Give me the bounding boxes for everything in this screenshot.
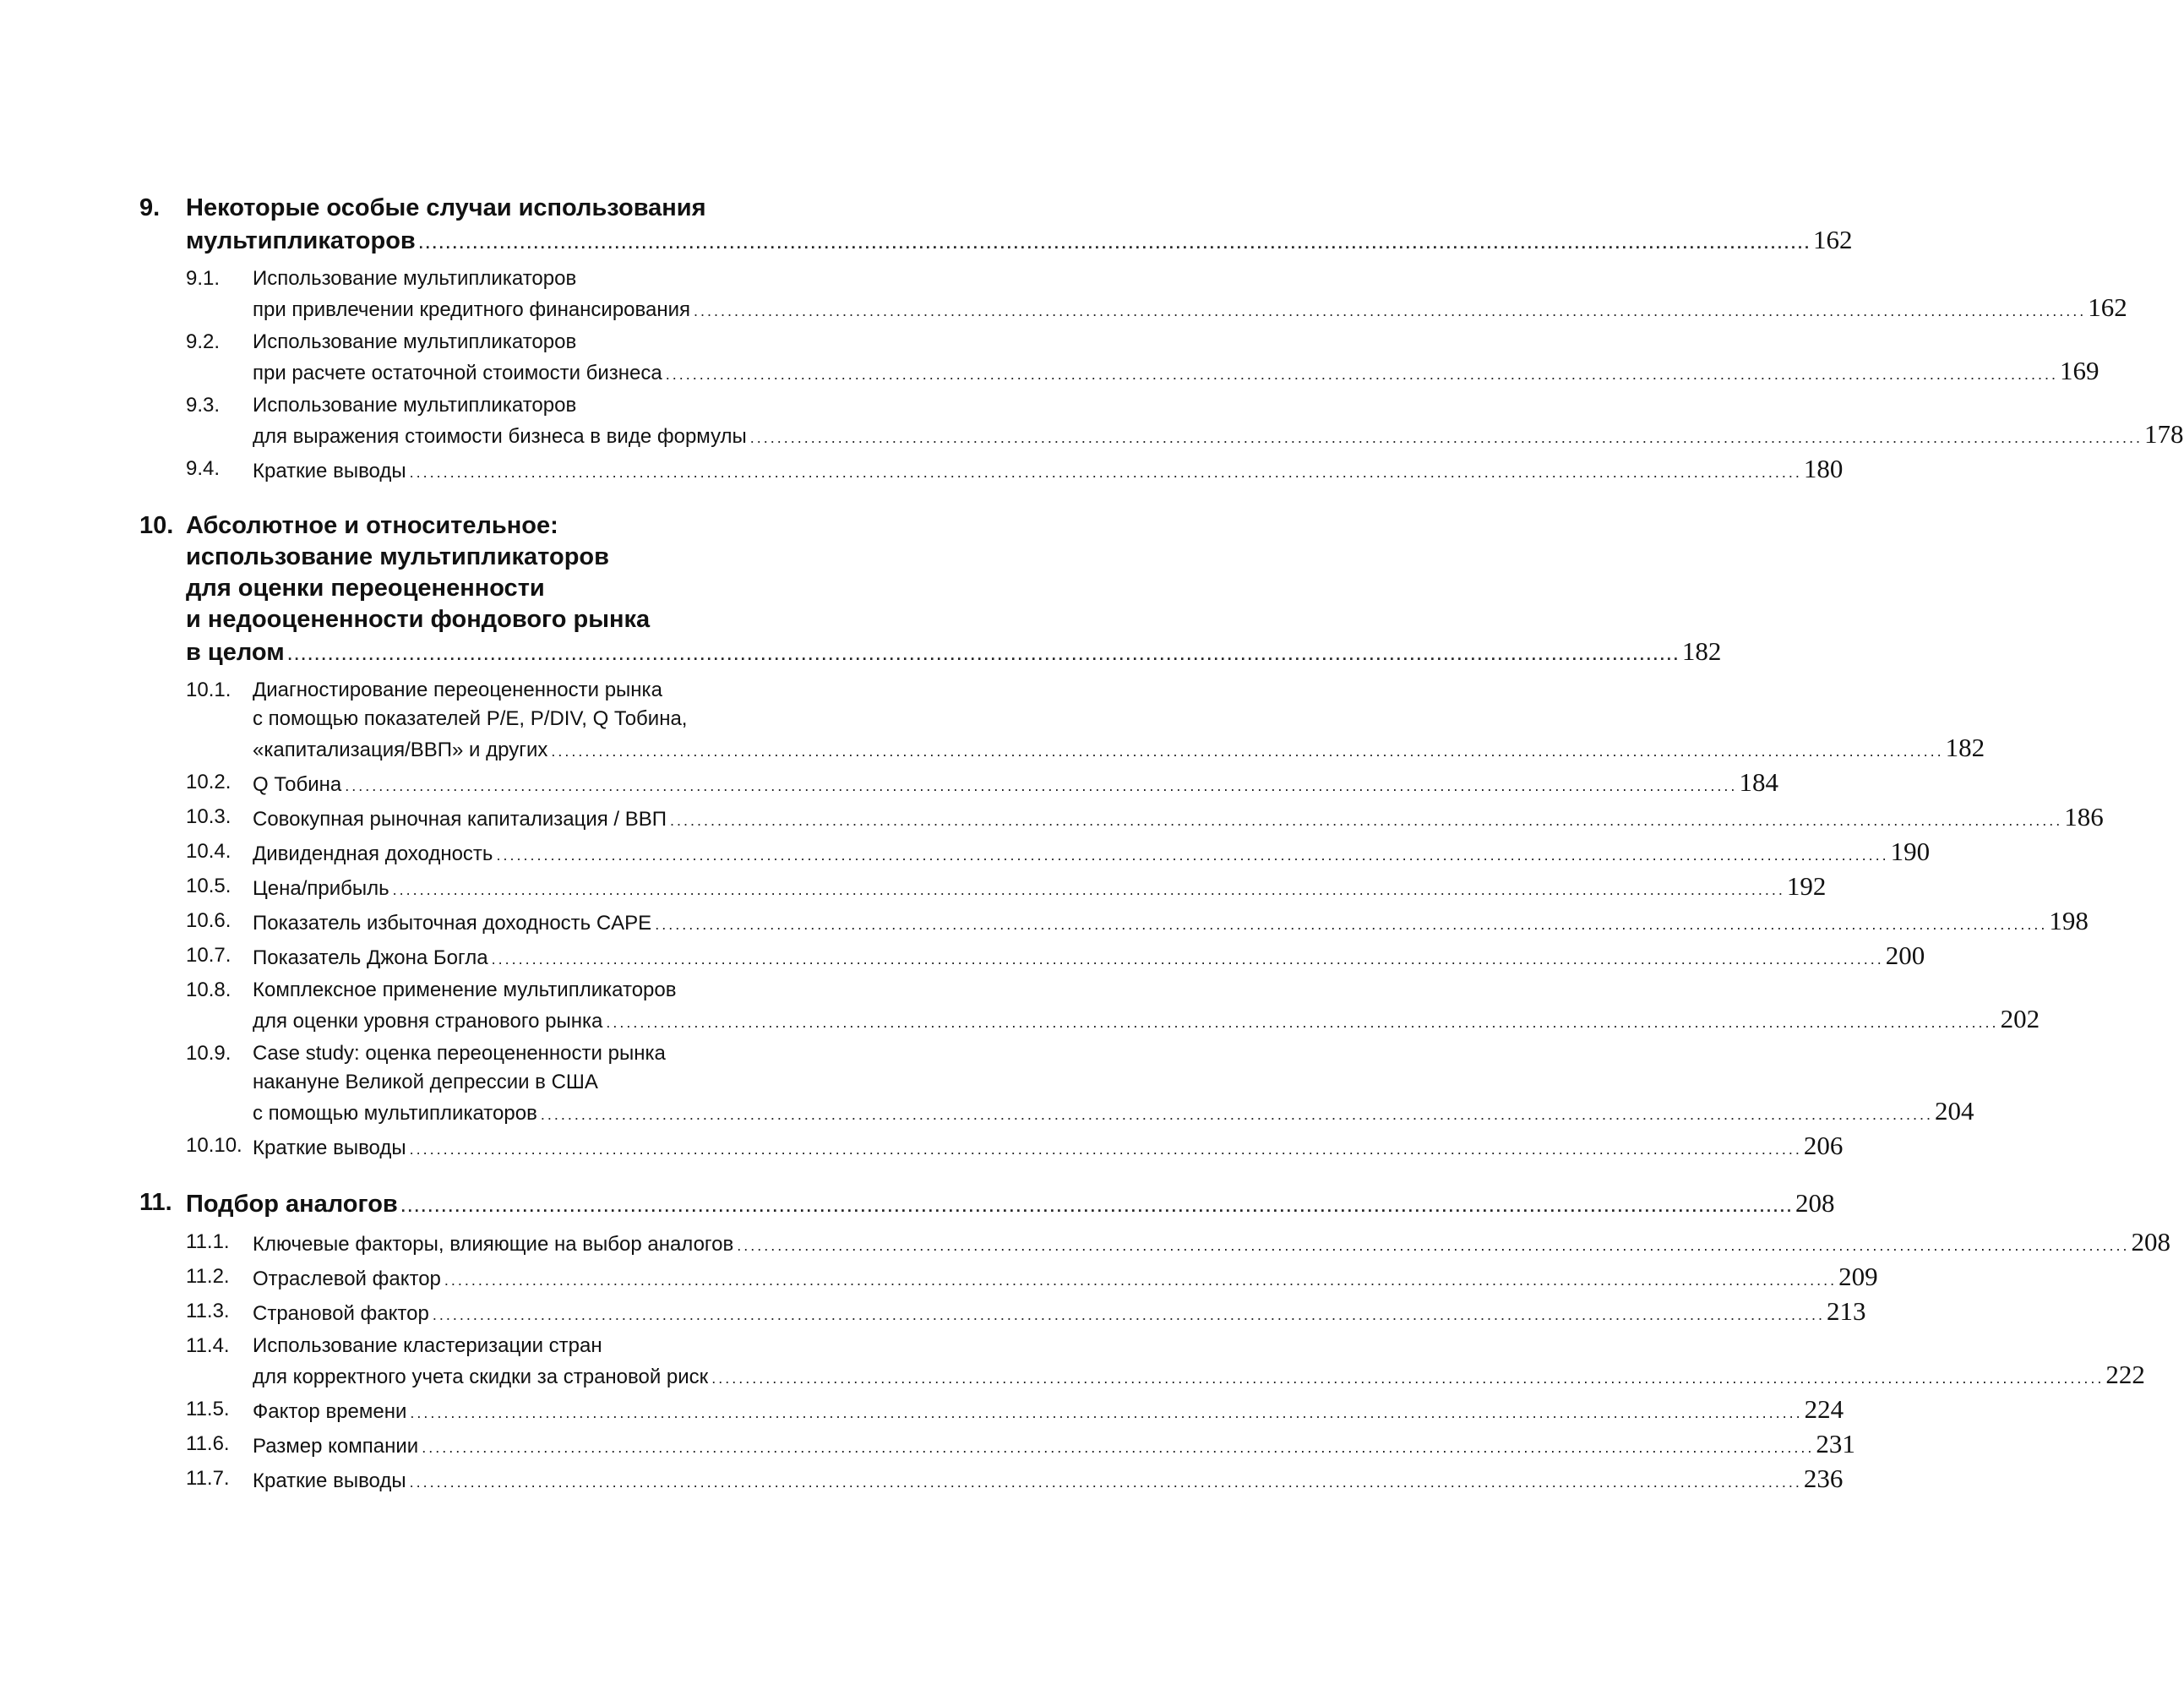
section-title-text: Отраслевой фактор [253, 1268, 441, 1290]
section-page-number: 169 [2059, 356, 2100, 385]
section-title-line [253, 837, 1930, 870]
toc-entry[interactable] [139, 1429, 1855, 1462]
chapter [139, 1187, 2170, 1496]
section-title [253, 837, 1930, 870]
section-title-text: Case study: оценка переоцененности рынка [253, 1042, 666, 1065]
toc-entry[interactable] [139, 940, 1925, 973]
chapter [139, 510, 2104, 1164]
section-title-line [253, 420, 2184, 452]
section-number: 11.3. [186, 1300, 230, 1322]
section-title-text: с помощью показателей P/E, P/DIV, Q Тобина, [253, 707, 688, 730]
toc-entry[interactable] [139, 264, 2127, 325]
toc-entry[interactable] [139, 676, 1985, 766]
chapter-number: 10. [139, 512, 174, 539]
dot-leader [444, 1266, 1837, 1295]
toc-entry[interactable] [139, 391, 2184, 452]
section-title [253, 803, 2104, 835]
dot-leader [750, 423, 2143, 452]
section-title-line [253, 1097, 1974, 1129]
section-title-line [253, 455, 1843, 487]
chapter-heading[interactable] [139, 193, 1853, 259]
toc-entry[interactable] [139, 871, 1827, 904]
section-title-text: Дивидендная доходность [253, 842, 493, 865]
section-title [253, 1131, 1843, 1164]
dot-leader [551, 737, 1943, 766]
dot-leader [711, 1364, 2104, 1393]
section-title-text: Показатель Джона Богла [253, 946, 488, 969]
chapter-title-line [186, 542, 1721, 573]
section-page-number: 198 [2049, 906, 2089, 935]
section-title-line [253, 1262, 1878, 1295]
section-title-line [253, 1131, 1843, 1164]
section-title-line [253, 1360, 2145, 1393]
section-number: 9.2. [186, 330, 221, 353]
section-title-text: Диагностирование переоцененности рынка [253, 679, 662, 701]
section-page-number: 200 [1885, 940, 1925, 970]
section-title-line [253, 328, 2099, 357]
dot-leader [655, 910, 2047, 939]
section-number: 11.6. [186, 1432, 230, 1455]
section-number: 10.6. [186, 909, 231, 932]
chapter-title [186, 510, 1721, 671]
section-title-text: Использование кластеризации стран [253, 1334, 602, 1357]
section-page-number: 204 [1935, 1096, 1974, 1126]
section-title-line [253, 976, 2040, 1005]
chapter-title-text: и недооцененности фондового рынка [186, 606, 651, 633]
dot-leader [492, 945, 1884, 973]
section-title-text: с помощью мультипликаторов [253, 1102, 537, 1125]
section-number: 9.1. [186, 267, 221, 290]
section-number: 11.1. [186, 1230, 230, 1253]
section-title-text: Размер компании [253, 1435, 419, 1458]
dot-leader [288, 640, 1680, 671]
section-title-line [253, 1005, 2040, 1037]
section-title-text: Комплексное применение мультипликаторов [253, 979, 677, 1001]
section-title [253, 941, 1925, 973]
section-page-number: 186 [2064, 802, 2104, 831]
section-title-text: «капитализация/ВВП» и других [253, 739, 548, 761]
section-title-line [253, 1297, 1866, 1329]
section-title-line [253, 357, 2099, 389]
toc-entry[interactable] [139, 1262, 1878, 1295]
section-title-line [253, 264, 2127, 293]
section-page-number: 184 [1739, 767, 1778, 797]
section-title-text: при расчете остаточной стоимости бизнеса [253, 362, 662, 384]
section-title-line [253, 872, 1826, 904]
chapter-title-line [186, 604, 1721, 635]
section-number: 9.3. [186, 394, 221, 417]
section-number: 10.5. [186, 875, 231, 897]
section-title-text: для выражения стоимости бизнеса в виде формулы [253, 425, 747, 448]
section-title-text: Страновой фактор [253, 1302, 429, 1325]
section-page-number: 236 [1803, 1464, 1844, 1493]
section-title [253, 676, 1985, 766]
section-page-number: 202 [2000, 1004, 2040, 1033]
section-title-line [253, 1395, 1844, 1427]
section-title [253, 1430, 1855, 1462]
chapter-number: 11. [139, 1189, 172, 1216]
toc-entry[interactable] [139, 454, 1844, 487]
chapter-title [186, 193, 1852, 259]
section-number: 10.10. [186, 1134, 242, 1157]
section-page-number: 206 [1803, 1131, 1844, 1160]
dot-leader [422, 1433, 1814, 1462]
chapter-title-text: мультипликаторов [186, 227, 416, 254]
section-title-text: Краткие выводы [253, 1469, 406, 1492]
section-title-line [253, 676, 1985, 705]
toc-entry[interactable] [139, 328, 2100, 389]
section-title-text: Q Тобина [253, 773, 342, 796]
chapter-title-line [186, 193, 1852, 224]
toc-entry[interactable] [139, 1332, 2145, 1393]
dot-leader [666, 360, 2058, 389]
section-title-text: для оценки уровня странового рынка [253, 1010, 603, 1033]
section-title [253, 328, 2099, 389]
dot-leader [737, 1231, 2129, 1260]
toc-entry[interactable] [139, 906, 2089, 939]
chapter-title-text: для оценки переоцененности [186, 575, 545, 602]
dot-leader [433, 1300, 1825, 1329]
section-page-number: 208 [2131, 1227, 2170, 1257]
section-title-text: Цена/прибыль [253, 877, 389, 900]
chapter-title-text: Абсолютное и относительное: [186, 512, 558, 539]
table-of-contents [139, 193, 2184, 1520]
chapter-title-text: использование мультипликаторов [186, 543, 609, 570]
section-title [253, 1332, 2145, 1393]
section-page-number: 180 [1803, 454, 1844, 483]
chapter-title-line [186, 1187, 1834, 1223]
section-page-number: 162 [2088, 292, 2127, 322]
section-page-number: 182 [1945, 733, 1985, 762]
section-page-number: 209 [1838, 1262, 1878, 1291]
section-number: 11.4. [186, 1334, 230, 1357]
dot-leader [410, 1468, 1802, 1496]
chapter-title-line [186, 224, 1852, 259]
toc-entry[interactable] [139, 802, 2104, 835]
section-title-text: Использование мультипликаторов [253, 330, 577, 353]
toc-entry[interactable] [139, 1464, 1844, 1496]
dot-leader [401, 1191, 1794, 1223]
chapter-title-text: в целом [186, 639, 285, 666]
section-title-line [253, 803, 2104, 835]
dot-leader [410, 458, 1802, 487]
toc-entry[interactable] [139, 1039, 1974, 1129]
chapter-page-number: 208 [1795, 1188, 1835, 1218]
section-title-text: Совокупная рыночная капитализация / ВВП [253, 808, 667, 831]
section-title-line [253, 1228, 2170, 1260]
dot-leader [345, 771, 1737, 800]
section-title-text: накануне Великой депрессии в США [253, 1071, 598, 1093]
toc-entry[interactable] [139, 1131, 1844, 1164]
chapter-heading[interactable] [139, 510, 1722, 671]
chapter-title-line [186, 510, 1721, 542]
section-title-line [253, 1039, 1974, 1068]
section-number: 10.7. [186, 944, 231, 967]
toc-entry[interactable] [139, 1296, 1866, 1329]
toc-entry[interactable] [139, 1227, 2170, 1260]
dot-leader [410, 1135, 1802, 1164]
section-title-line [253, 1464, 1843, 1496]
chapter-title-text: Некоторые особые случаи использования [186, 194, 706, 221]
section-title [253, 768, 1778, 800]
section-page-number: 190 [1890, 837, 1931, 866]
chapter-page-number: 182 [1681, 636, 1722, 666]
section-page-number: 178 [2144, 419, 2184, 449]
section-title-text: Использование мультипликаторов [253, 394, 577, 417]
section-title-text: при привлечении кредитного финансирования [253, 298, 691, 321]
chapter [139, 193, 2184, 487]
section-title-text: Использование мультипликаторов [253, 267, 577, 290]
section-title-line [253, 768, 1778, 800]
section-number: 11.5. [186, 1398, 230, 1420]
section-page-number: 222 [2105, 1360, 2145, 1389]
section-number: 10.1. [186, 679, 231, 701]
section-title-line [253, 705, 1985, 733]
toc-entry[interactable] [139, 837, 1931, 870]
section-title-line [253, 1332, 2145, 1360]
chapter-page-number: 162 [1812, 225, 1853, 254]
section-title [253, 1395, 1844, 1427]
section-title-text: Показатель избыточная доходность CAPE [253, 912, 652, 935]
dot-leader [606, 1008, 1998, 1037]
section-title-line [253, 293, 2127, 325]
dot-leader [410, 1398, 1802, 1427]
section-number: 9.4. [186, 457, 221, 480]
section-title [253, 872, 1826, 904]
section-page-number: 192 [1786, 871, 1827, 901]
section-number: 10.8. [186, 979, 231, 1001]
section-page-number: 213 [1827, 1296, 1866, 1326]
chapter-title-line [186, 573, 1721, 604]
section-title [253, 455, 1843, 487]
section-number: 10.2. [186, 771, 231, 793]
section-title-text: Краткие выводы [253, 1137, 406, 1159]
dot-leader [541, 1100, 1933, 1129]
section-title [253, 1262, 1878, 1295]
section-title-line [253, 941, 1925, 973]
section-title-text: для корректного учета скидки за страновой риск [253, 1366, 709, 1388]
toc-entry[interactable] [139, 1394, 1844, 1427]
section-title-text: Фактор времени [253, 1400, 407, 1423]
section-title [253, 1228, 2170, 1260]
section-page-number: 224 [1804, 1394, 1844, 1424]
section-page-number: 231 [1816, 1429, 1855, 1458]
section-title [253, 976, 2040, 1037]
section-title-line [253, 1068, 1974, 1097]
chapter-title-line [186, 635, 1721, 671]
section-title-text: Краткие выводы [253, 460, 406, 482]
dot-leader [670, 806, 2062, 835]
section-title-line [253, 1430, 1855, 1462]
section-number: 10.4. [186, 840, 231, 863]
section-title-line [253, 907, 2089, 939]
section-number: 10.9. [186, 1042, 231, 1065]
toc-entry[interactable] [139, 767, 1778, 800]
section-title [253, 391, 2184, 452]
chapter-title-text: Подбор аналогов [186, 1191, 398, 1218]
section-title-line [253, 391, 2184, 420]
section-title [253, 264, 2127, 325]
section-title-text: Ключевые факторы, влияющие на выбор аналогов [253, 1233, 734, 1256]
chapter-number: 9. [139, 194, 161, 221]
section-number: 11.2. [186, 1265, 230, 1288]
chapter-title [186, 1187, 1834, 1223]
section-title [253, 1039, 1974, 1129]
section-title [253, 1297, 1866, 1329]
toc-entry[interactable] [139, 976, 2040, 1037]
chapter-heading[interactable] [139, 1187, 1835, 1223]
dot-leader [419, 228, 1811, 259]
dot-leader [393, 875, 1785, 904]
section-title-line [253, 733, 1985, 766]
section-number: 10.3. [186, 805, 231, 828]
dot-leader [694, 297, 2086, 325]
section-number: 11.7. [186, 1467, 230, 1490]
section-title [253, 907, 2089, 939]
dot-leader [496, 841, 1888, 870]
section-title [253, 1464, 1843, 1496]
